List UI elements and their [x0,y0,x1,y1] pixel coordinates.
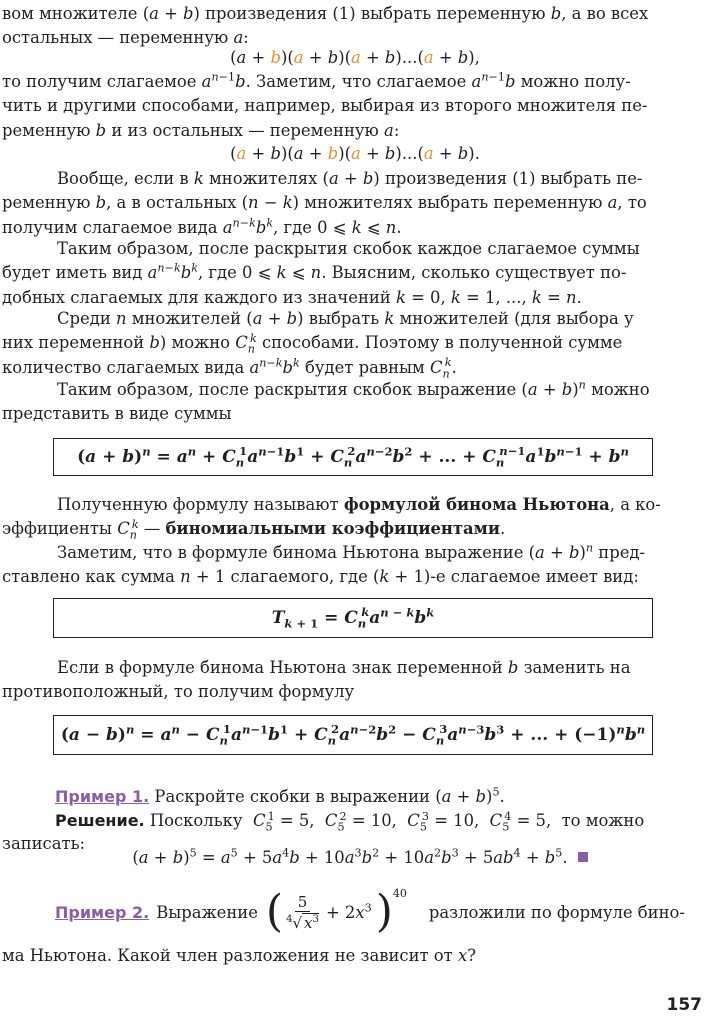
example-1 [55,785,708,809]
text-line-4: чить и другими способами, например, выбирая из второго множителя пе- [2,96,648,116]
text-line: ма Ньютона. Какой член разложения не зависит от x? [2,946,476,965]
text-line: Полученную формулу называют формулой бинома Ньютона, а ко- [57,495,661,514]
formula-2: (a + b)(a + b)(a + b)...(a + b). [230,144,480,163]
text-line: добных слагаемых для каждого из значений k = 0, k = 1, ..., k = n. [2,287,582,307]
text-line-2: остальных — переменную a: [2,28,249,48]
text-line: Пример 1. Раскройте скобки в выражении $(a + b)^5$. [55,785,505,806]
text-line: будет иметь вид $a^{n-k}b^k$, где 0 ⩽ k ⩽ n. Выясним, сколько существует по- [2,261,627,283]
text-line-5: ременную b и из остальных — переменную a: [2,120,400,140]
text-line: представить в виде суммы [2,404,232,424]
general-term-formula-box: $T_{k + 1} = C_n^ka^{n - k}b^k$ [53,598,653,638]
text-line: Таким образом, после раскрытия скобок каждое слагаемое суммы [57,239,640,258]
text-line: ставлено как сумма n + 1 слагаемого, где (k + 1)-е слагаемое имеет вид: [2,567,639,587]
text-line: Среди n множителей (a + b) выбрать k множителей (для выбора у [57,309,634,328]
example-2-text-after: разложили по формуле бино- [428,902,685,922]
paragraph-sum [2,378,708,427]
solution-label: Решение. [55,811,145,830]
binomial-minus-formula-box: $(a - b)^n = a^n - C_n^1a^{n-1}b^1 + C_n^2a^{n-2}b^2 - C_n^3a^{n-3}b^3$ + ... + $(-1)^nb^n$ [53,715,653,755]
example-2-line2 [2,944,708,968]
example-2-expression: ( $\frac{5}{^4√ x^3}$ + $2x^3$ ) $^{40}$ [265,886,407,937]
end-of-proof-square [578,852,588,862]
fraction: $\frac{5}{^4√ x^3}$ [286,892,319,932]
paragraph-general [2,167,708,240]
text-line: получим слагаемое вида $a^{n-k}b^k$, где 0 ⩽ k ⩽ n. [2,216,402,237]
newton-binomial-formula-box: $(a + b)^n = a^n + C_n^1a^{n-1}b^1 + C_n^2a^{n-2}b^2$ + ... + $C_n^{n-1}a^1b^{n-1} + b^n$ [53,438,653,476]
formula-1: (a + b)(a + b)(a + b)...(a + b), [230,48,480,67]
text-line: них переменной b) можно $C_n^k$ способами. Поэтому в полученной сумме [2,331,623,356]
text-line-3: то получим слагаемое $a^{n-1}b$. Заметим, что слагаемое $a^{n-1}b$ можно полу- [2,70,631,91]
example-1-result: $(a + b)^5 = a^5 + 5a^4b + 10a^3b^2 + 10a^2b^3 + 5ab^4 + b^5$. [5,846,710,870]
example-1-label[interactable]: Пример 1. [55,787,150,806]
text-line: Заметим, что в формуле бинома Ньютона выражение $(a + b)^n$ пред- [57,541,646,562]
text-line: Решение. Поскольку $C_5^1 = 5$, $C_5^2 = 10$, $C_5^3 = 10$, $C_5^4 = 5$, то можно [55,809,645,834]
text-line: противоположный, то получим формулу [2,682,355,702]
example-2-label[interactable]: Пример 2. [55,902,150,922]
text-line: эффициенты $C_n^k$ — биномиальными коэффициентами. [2,517,506,542]
paragraph-continued [2,70,708,143]
paragraph-choose [2,307,708,380]
text-line: Таким образом, после раскрытия скобок выражение $(a + b)^n$ можно [57,378,650,399]
intro-paragraph [2,2,708,51]
paragraph-general-term [2,541,708,590]
example-1-solution [55,809,708,833]
text-line: Если в формуле бинома Ньютона знак переменной b заменить на [57,658,631,677]
text-line: количество слагаемых вида $a^{n-k}b^k$ будет равным $C_n^k$. [2,356,457,380]
text-line-1: вом множителе (a + b) произведения (1) выбрать переменную b, а во всех [2,4,649,23]
page-number: 157 [666,995,702,1015]
example-2 [55,880,708,944]
text-line: записать: [2,834,86,853]
example-2-text-before: Выражение [156,902,258,922]
paragraph-definition [2,493,708,542]
text-line: Вообще, если в k множителях (a + b) произведения (1) выбрать пе- [57,169,643,188]
paragraph-minus [2,656,708,705]
text-line: ременную b, а в остальных (n − k) множителях выбрать переменную a, то [2,193,647,213]
paragraph-thus [2,237,708,310]
